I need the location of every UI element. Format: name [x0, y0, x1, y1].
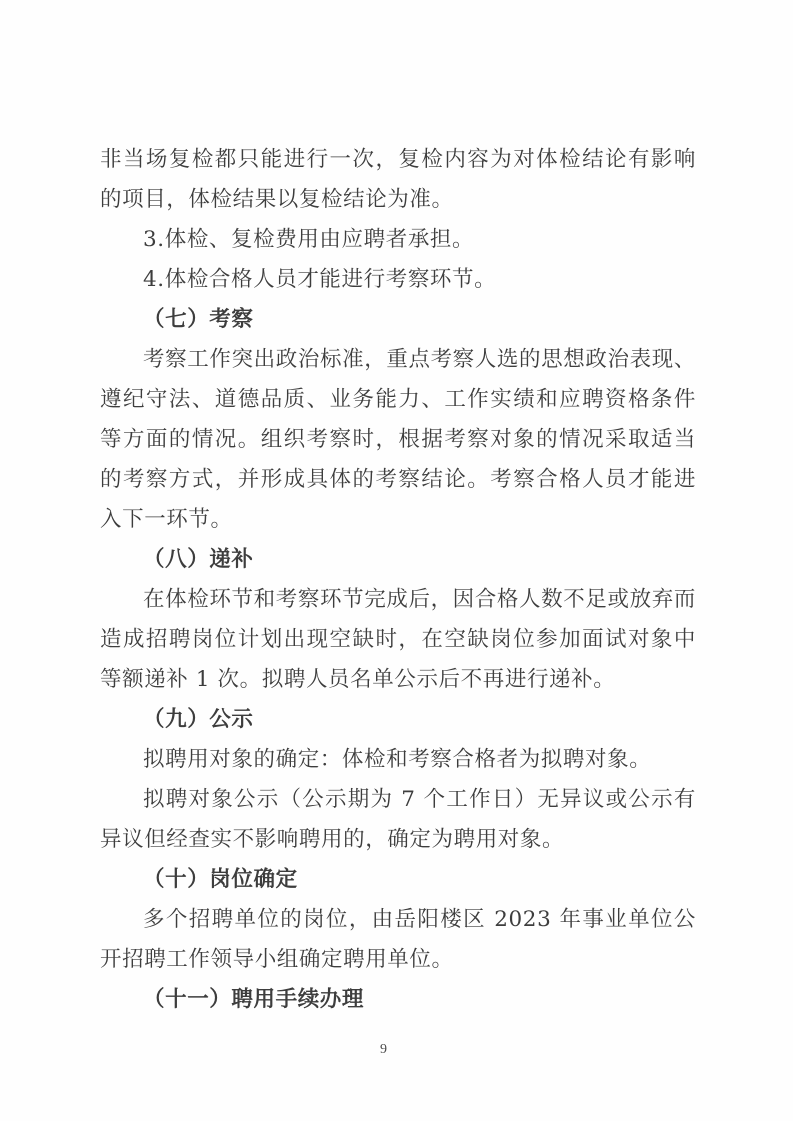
- section-heading-7: （七）考察: [143, 307, 254, 332]
- numbered-item: 3.体检、复检费用由应聘者承担。: [143, 227, 475, 252]
- section-heading-10: （十）岗位确定: [143, 867, 298, 892]
- paragraph: 考察工作突出政治标准，重点考察人选的思想政治表现、遵纪守法、道德品质、业务能力、工作实绩和应聘资格条件等方面的情况。组织考察时，根据考察对象的情况采取适当的考察方式，并形成具体的考察结论。考察合格人员才能进入下一环节。: [100, 347, 696, 532]
- section-heading-8: （八）递补: [143, 547, 254, 572]
- numbered-item: 4.体检合格人员才能进行考察环节。: [143, 267, 497, 292]
- paragraph: 拟聘用对象的确定：体检和考察合格者为拟聘对象。: [143, 747, 652, 772]
- section-heading-11: （十一）聘用手续办理: [143, 987, 365, 1012]
- paragraph: 在体检环节和考察环节完成后，因合格人数不足或放弃而造成招聘岗位计划出现空缺时，在空缺岗位参加面试对象中等额递补 1 次。拟聘人员名单公示后不再进行递补。: [100, 587, 696, 692]
- paragraph: 拟聘对象公示（公示期为 7 个工作日）无异议或公示有异议但经查实不影响聘用的，确定为聘用对象。: [100, 787, 696, 852]
- paragraph-continuation: 非当场复检都只能进行一次，复检内容为对体检结论有影响的项目，体检结果以复检结论为准。: [100, 147, 696, 212]
- page-number: 9: [380, 1042, 387, 1057]
- document-body: [100, 140, 696, 1020]
- section-heading-9: （九）公示: [143, 707, 254, 732]
- page-footer: [0, 1040, 767, 1060]
- paragraph: 多个招聘单位的岗位，由岳阳楼区 2023 年事业单位公开招聘工作领导小组确定聘用单位。: [100, 907, 696, 972]
